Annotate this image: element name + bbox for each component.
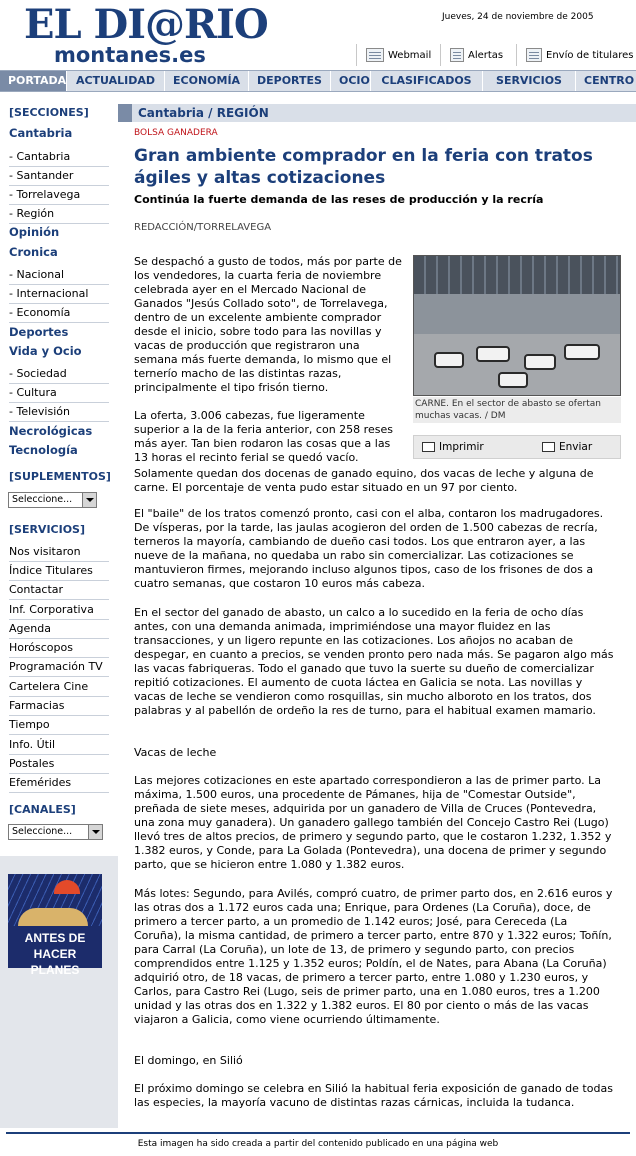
sidebar-service-corporate[interactable]: Inf. Corporativa (9, 601, 109, 620)
current-date: Jueves, 24 de noviembre de 2005 (442, 12, 594, 22)
ad-text-line2: HACER PLANES (30, 947, 80, 977)
nav-centro[interactable]: CENTRO (584, 74, 635, 87)
send-headlines-icon (526, 48, 542, 62)
chevron-down-icon (88, 825, 102, 839)
article-photo[interactable] (413, 255, 621, 396)
sidebar-item-economia[interactable]: - Economía (9, 304, 109, 323)
sections-heading: [SECCIONES] (9, 106, 89, 119)
supplements-heading: [SUPLEMENTOS] (9, 470, 111, 483)
divider (356, 44, 357, 66)
article-paragraph: La oferta, 3.006 cabezas, fue ligeramente superior a la de la feria anterior, con 258 reses más ayer. Tan bien rodaron las cosas que a las 13 horas el recinto ferial se quedó vacío. (134, 409, 393, 464)
sidebar-service-postcards[interactable]: Postales (9, 755, 109, 774)
send-headlines-link[interactable] (526, 48, 633, 62)
article-paragraph: El próximo domingo se celebra en Silió la habitual feria exposición de ganado de todas las especies, la mayoría vacuno de distintas razas cárnicas, incluida la tudanca. (134, 1082, 613, 1109)
sidebar-item-deportes[interactable]: Deportes (9, 325, 69, 339)
sidebar-service-ephemerides[interactable]: Efemérides (9, 774, 109, 793)
article-actions (413, 435, 621, 459)
beach-illustration (18, 908, 88, 926)
cow-figure (434, 352, 464, 368)
article-subtitle: Continúa la fuerte demanda de las reses de producción y la recría (134, 193, 544, 206)
alerts-label: Alertas (468, 49, 504, 61)
webmail-label: Webmail (388, 49, 432, 61)
nav-economia[interactable]: ECONOMÍA (165, 71, 249, 91)
channels-heading: [CANALES] (9, 803, 76, 816)
sidebar-item-vida-y-ocio[interactable]: Vida y Ocio (9, 344, 82, 358)
nav-servicios[interactable]: SERVICIOS (483, 71, 576, 91)
logo-subtitle: montanes.es (54, 43, 206, 67)
sidebar-service-cinema[interactable]: Cartelera Cine (9, 678, 109, 697)
photo-wall (414, 294, 621, 334)
webmail-link[interactable] (366, 48, 431, 62)
sidebar-service-horoscopes[interactable]: Horóscopos (9, 639, 109, 658)
sidebar-item-tecnologia[interactable]: Tecnología (9, 443, 78, 457)
article-paragraph: El "baile" de los tratos comenzó pronto, casi con el alba, contaron los madrugadores. De vísperas, por la tarde, las jaulas acogieron del orden de 1.500 cabezas de recría, terneros la mayoría, cambiando de dueño casi todos. Los que entraron ayer, a las nueve de la mañana, no quedaba un rabo sin comercializar. Las cotizaciones se mantuvieron firmes, mejorando incluso algunos tipos, caso de los frisones de dos a cuatro semanas, que costaron 10 euros más cabeza. (134, 507, 604, 590)
sidebar-item-television[interactable]: - Televisión (9, 403, 109, 422)
site-logo[interactable] (24, 1, 270, 67)
article-subheading: El domingo, en Silió (134, 1054, 243, 1067)
print-label: Imprimir (439, 441, 484, 453)
send-label: Enviar (559, 441, 593, 453)
article-paragraph: Solamente quedan dos docenas de ganado equino, dos vacas de leche y alguna de carne. El porcentaje de venta pudo estar situado en un 97 por ciento. (134, 467, 594, 494)
article-paragraph: Las mejores cotizaciones en este apartado correspondieron a las de primer parto. La máxima, 1.500 euros, una procedente de Pámanes, hija de "Comestar Outside", preñada de siete meses, adquirida por un ganadero de Villa de Cruces (Pontevedra, una zona muy ganadera). Un ganadero gallego también del Concejo Castro Rei (Lugo) llevó tres de altos precios, de primero y segundo parto, que le costaron 1.232, 1.352 y 1.382 euros, y Conde, para La Golada (Pontevedra), una docena de primer y segundo parto, que se hicieron entre 1.080 y 1.382 euros. (134, 774, 612, 871)
site-header (0, 0, 636, 70)
nav-clasificados[interactable]: CLASIFICADOS (371, 71, 483, 91)
sidebar-service-useful-info[interactable]: Info. Útil (9, 736, 109, 755)
article-paragraph: Se despachó a gusto de todos, más por parte de los vendedores, la cuarta feria de noviembre celebrada ayer en el Mercado Nacional de Ganados "Jesús Collado soto", de Torrelavega, dentro de un excelente ambiente comprador desde el inicio, sobre todo para las novillas y vacas de producción que registraron una semana más fuerte demanda, lo mismo que el ternerío macho de las distintas razas, principalmente el tipo frisón tierno. (134, 255, 402, 394)
article-author: REDACCIÓN/TORRELAVEGA (134, 222, 272, 233)
section-marker (118, 104, 132, 122)
logo-title: EL DI@RIO (24, 1, 268, 48)
sidebar-service-agenda[interactable]: Agenda (9, 620, 109, 639)
sidebar-item-cantabria[interactable]: Cantabria (9, 126, 73, 140)
article-paragraph: En el sector del ganado de abasto, un calco a lo sucedido en la feria de ocho días antes, con una demanda animada, imprimiéndose una mayor fluidez en las transacciones, y un ligero repunte en las cotizaciones. Los añojos no acaban de despegar, en cuanto a precios, se venden pronto pero nada más. Se pagaron algo más las vacas fabriqueras. Todo el ganado que tuvo la suerte su dueño de comercializar repitió cotizaciones. El aumento de cuota láctea en Galicia se nota. Las novillas y vacas de leche se vendieron como rosquillas, sin mucho alboroto en los tratos, dos palabras y al pabellón de ordeño la res de turno, para el habitual examen mamario. (134, 606, 614, 717)
sidebar-item-sociedad[interactable]: - Sociedad (9, 365, 109, 384)
article-kicker: BOLSA GANADERA (134, 128, 218, 138)
sidebar-item-cantabria-sub[interactable]: - Cantabria (9, 148, 109, 167)
cow-figure (498, 372, 528, 388)
article-paragraph: Más lotes: Segundo, para Avilés, compró cuatro, de primer parto dos, en 2.616 euros y las otras dos a 1.172 euros cada una; Enrique, para Ordenes (La Coruña), doce, de primero a tercer parto, a un promedio de 1.142 euros; José, para Cereceda (La Coruña), la misma cantidad, de primero a tercer parto, entre 870 y 1.322 euros; Toñín, para Carral (La Coruña), un lote de 13, de primero y segundo parto, con precios comprendidos entre 1.125 y 1.352 euros; Poldín, el de Nates, para Abana (La Coruña) adquirió otro, de 18 vacas, de primero a tercer parto, entre 1.080 y 1.230 euros, y Carlos, para Castro Rei (Lugo, seis de primer parto, una en 1.080 euros, tres a 1.200 unidad y las otras dos en 1.322 y 1.382 euros. El 80 por ciento o más de las vacas viajaron a Galicia, como viene ocurriendo últimamente. (134, 887, 613, 1026)
sidebar-item-internacional[interactable]: - Internacional (9, 285, 109, 304)
send-button[interactable] (542, 441, 592, 453)
article-title: Gran ambiente comprador en la feria con tratos ágiles y altas cotizaciones (134, 146, 593, 188)
nav-actualidad[interactable]: ACTUALIDAD (67, 71, 165, 91)
sidebar-service-weather[interactable]: Tiempo (9, 716, 109, 735)
cow-figure (476, 346, 510, 362)
printer-icon (422, 442, 435, 452)
sidebar-service-pharmacies[interactable]: Farmacias (9, 697, 109, 716)
sidebar-service-tv[interactable]: Programación TV (9, 658, 109, 677)
footer-note: Esta imagen ha sido creada a partir del contenido publicado en una página web (137, 1139, 499, 1149)
sidebar-item-cultura[interactable]: - Cultura (9, 384, 109, 403)
channels-select[interactable] (8, 824, 103, 840)
nav-portada[interactable]: PORTADA (0, 71, 67, 91)
alerts-link[interactable] (450, 48, 503, 62)
supplements-select-value: Seleccione... (12, 494, 73, 505)
ad-banner[interactable] (8, 874, 102, 977)
chevron-down-icon (82, 493, 96, 507)
cow-figure (564, 344, 600, 360)
footer-divider (6, 1132, 630, 1134)
photo-caption: CARNE. En el sector de abasto se ofertan muchas vacas. / DM (413, 397, 621, 423)
divider (516, 44, 517, 66)
cow-figure (524, 354, 556, 370)
sidebar-item-opinion[interactable]: Opinión (9, 225, 60, 239)
supplements-select[interactable] (8, 492, 97, 508)
sidebar-item-santander[interactable]: - Santander (9, 167, 109, 186)
sidebar-item-nacional[interactable]: - Nacional (9, 266, 109, 285)
services-heading: [SERVICIOS] (9, 523, 86, 536)
nav-ocio[interactable]: OCIO (331, 71, 371, 91)
ad-text (8, 930, 102, 978)
divider (440, 44, 441, 66)
main-nav (0, 70, 636, 92)
sidebar-service-contact[interactable]: Contactar (9, 581, 109, 600)
sidebar-item-torrelavega[interactable]: - Torrelavega (9, 186, 109, 205)
alert-icon (450, 48, 464, 62)
send-headlines-label: Envío de titulares (546, 49, 634, 61)
sidebar-item-region[interactable]: - Región (9, 205, 109, 224)
sidebar-service-visitors[interactable]: Nos visitaron (9, 543, 109, 562)
sidebar-item-necrologicas[interactable]: Necrológicas (9, 424, 93, 438)
mail-icon (366, 48, 384, 62)
sidebar-service-headlines-index[interactable]: Índice Titulares (9, 562, 109, 581)
print-button[interactable] (422, 441, 484, 453)
ad-text-line1: ANTES DE (24, 931, 86, 945)
sidebar-item-cronica[interactable]: Cronica (9, 245, 58, 259)
nav-deportes[interactable]: DEPORTES (249, 71, 331, 91)
photo-roof (414, 256, 621, 294)
breadcrumb[interactable]: Cantabria / REGIÓN (138, 106, 269, 120)
channels-select-value: Seleccione... (12, 826, 73, 837)
article-subheading: Vacas de leche (134, 746, 217, 759)
envelope-icon (542, 442, 555, 452)
